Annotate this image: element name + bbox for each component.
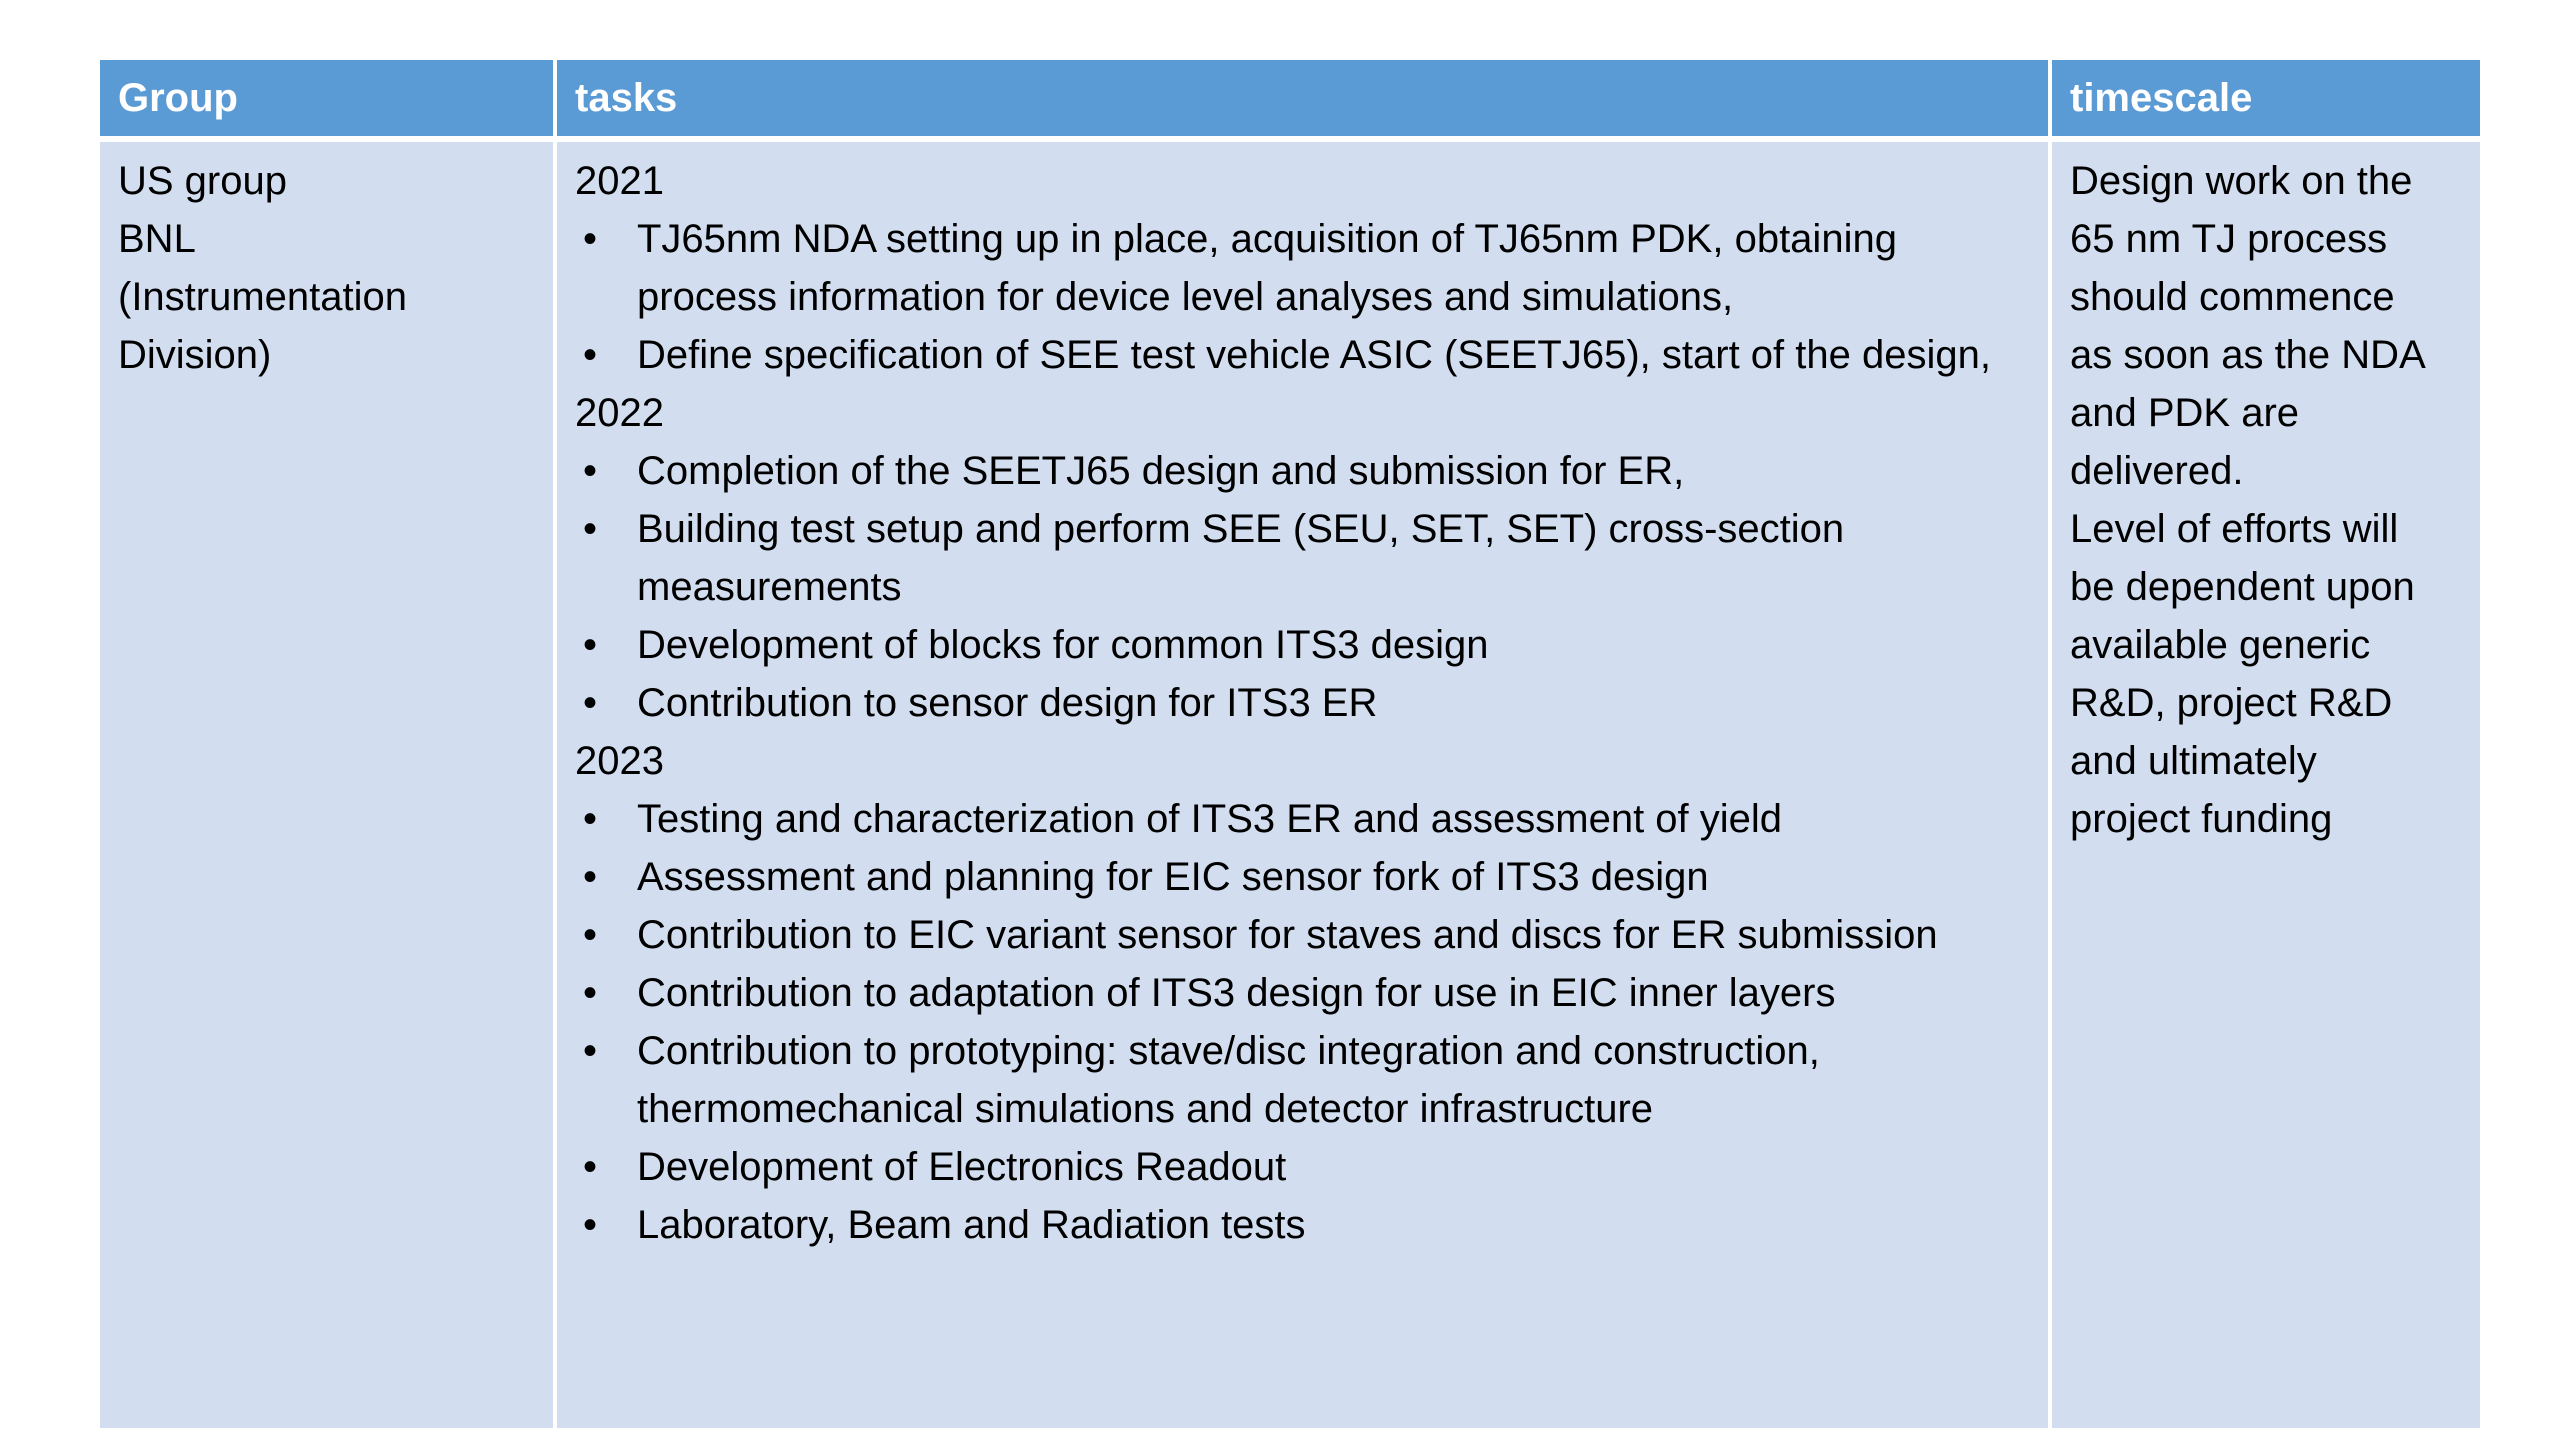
group-line: BNL: [118, 217, 196, 261]
timescale-line: delivered.: [2070, 449, 2244, 493]
bullet-icon: •: [582, 797, 597, 841]
bullet-icon: •: [582, 333, 597, 377]
task-item: [575, 906, 2030, 964]
bullet-icon: •: [582, 217, 597, 261]
year-label: 2022: [575, 391, 664, 435]
bullet-icon: •: [582, 507, 597, 551]
task-text: Testing and characterization of ITS3 ER and assessment of yield: [637, 797, 1783, 841]
task-text: Development of blocks for common ITS3 design: [637, 623, 1489, 667]
timescale-line: Level of efforts will: [2070, 507, 2399, 551]
year-label: 2023: [575, 739, 664, 783]
timescale-line: project funding: [2070, 797, 2333, 841]
bullet-icon: •: [582, 681, 597, 725]
bullet-icon: •: [582, 449, 597, 493]
task-item: [575, 442, 2030, 500]
timescale-line: Design work on the: [2070, 159, 2413, 203]
task-item: [575, 848, 2030, 906]
task-item: [575, 790, 2030, 848]
task-item: [575, 1022, 2030, 1138]
header-timescale: timescale: [2050, 60, 2480, 139]
task-text: Contribution to EIC variant sensor for staves and discs for ER submission: [637, 913, 1938, 957]
bullet-icon: •: [582, 1029, 597, 1073]
task-item: [575, 964, 2030, 1022]
timescale-line: and PDK are: [2070, 391, 2300, 435]
task-item: [575, 210, 2030, 326]
tasks-table: [100, 60, 2480, 1428]
task-item: [575, 616, 2030, 674]
year-label: 2021: [575, 159, 664, 203]
task-list: [575, 442, 2030, 732]
task-text: Building test setup and perform SEE (SEU, SET, SET) cross-section measurements: [637, 507, 1845, 609]
task-text: Completion of the SEETJ65 design and submission for ER,: [637, 449, 1685, 493]
timescale-cell: [2050, 139, 2480, 1428]
timescale-line: available generic: [2070, 623, 2371, 667]
header-row: [100, 60, 2480, 139]
task-item: [575, 1196, 2030, 1254]
bullet-icon: •: [582, 1203, 597, 1247]
task-text: Contribution to adaptation of ITS3 design for use in EIC inner layers: [637, 971, 1836, 1015]
task-item: [575, 1138, 2030, 1196]
bullet-icon: •: [582, 913, 597, 957]
timescale-line: be dependent upon: [2070, 565, 2415, 609]
bullet-icon: •: [582, 1145, 597, 1189]
task-text: Assessment and planning for EIC sensor fork of ITS3 design: [637, 855, 1709, 899]
header-tasks: tasks: [555, 60, 2050, 139]
task-text: Development of Electronics Readout: [637, 1145, 1287, 1189]
timescale-line: as soon as the NDA: [2070, 333, 2426, 377]
group-line: US group: [118, 159, 287, 203]
timescale-line: and ultimately: [2070, 739, 2317, 783]
timescale-line: 65 nm TJ process: [2070, 217, 2388, 261]
tasks-cell: [555, 139, 2050, 1428]
task-item: [575, 326, 2030, 384]
group-cell: [100, 139, 555, 1428]
header-group: Group: [100, 60, 555, 139]
task-text: Contribution to prototyping: stave/disc integration and construction, thermomechanical simulations and detector infrastructure: [637, 1029, 1820, 1131]
body-row: [100, 139, 2480, 1428]
task-text: TJ65nm NDA setting up in place, acquisition of TJ65nm PDK, obtaining process information for device level analyses and simulations,: [637, 217, 1897, 319]
group-line: (Instrumentation: [118, 275, 408, 319]
task-list: [575, 210, 2030, 384]
task-item: [575, 674, 2030, 732]
task-text: Laboratory, Beam and Radiation tests: [637, 1203, 1306, 1247]
task-item: [575, 500, 2030, 616]
timescale-line: R&D, project R&D: [2070, 681, 2393, 725]
task-text: Define specification of SEE test vehicle ASIC (SEETJ65), start of the design,: [637, 333, 1991, 377]
timescale-line: should commence: [2070, 275, 2395, 319]
bullet-icon: •: [582, 623, 597, 667]
task-text: Contribution to sensor design for ITS3 ER: [637, 681, 1378, 725]
task-list: [575, 790, 2030, 1254]
group-line: Division): [118, 333, 272, 377]
bullet-icon: •: [582, 855, 597, 899]
bullet-icon: •: [582, 971, 597, 1015]
